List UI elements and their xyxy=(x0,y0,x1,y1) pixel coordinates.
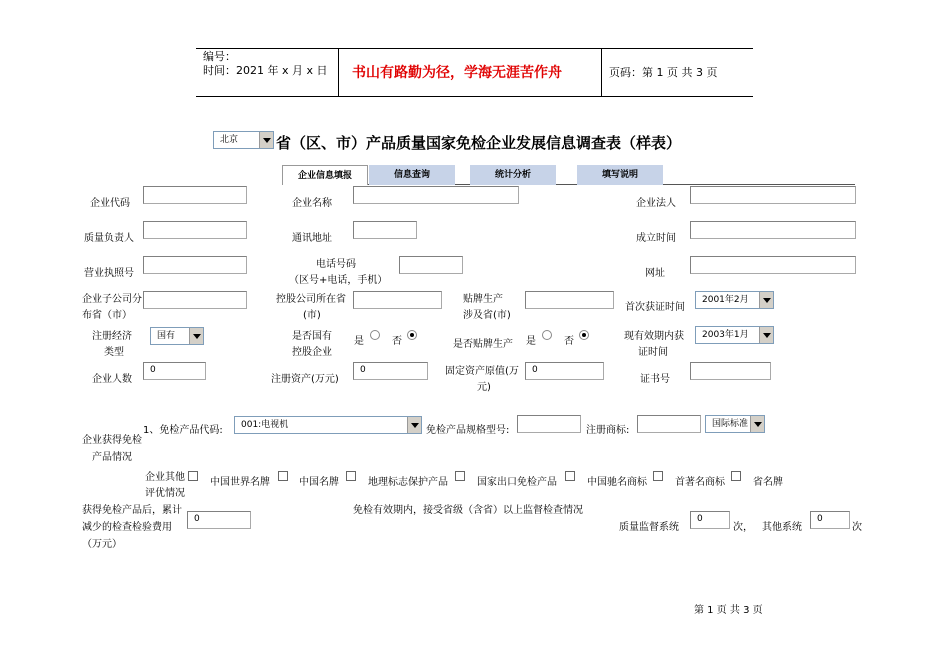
honor-checkbox-4[interactable] xyxy=(565,471,575,481)
header-number: 编号： xyxy=(203,50,236,63)
label-quality-head: 质量负责人 xyxy=(84,233,134,244)
label-products-section: 企业获得免检 xyxy=(82,435,142,446)
chevron-down-icon[interactable] xyxy=(750,416,764,432)
valid-cert-select[interactable] xyxy=(695,326,774,344)
first-cert-value: 2001年2月 xyxy=(702,295,749,305)
chevron-down-icon[interactable] xyxy=(407,417,421,433)
label-oem-no: 否 xyxy=(564,336,574,347)
label-holding-province: 控股公司所在省 xyxy=(276,294,346,305)
label-state-owned: 是否国有 xyxy=(292,331,332,342)
label-valid-cert: 现有效期内获 xyxy=(624,331,684,342)
first-cert-select[interactable] xyxy=(695,291,774,309)
label-other-system: 其他系统 xyxy=(762,522,802,533)
label-employees: 企业人数 xyxy=(92,374,132,385)
label-times-2: 次 xyxy=(852,522,862,533)
label-company-name: 企业名称 xyxy=(292,198,332,209)
reg-type-value: 国有 xyxy=(157,331,176,341)
trademark-input[interactable] xyxy=(637,415,701,433)
tab-instructions[interactable]: 填写说明 xyxy=(577,165,663,185)
product-code-value: 001:电视机 xyxy=(241,420,289,430)
honor-checkbox-1[interactable] xyxy=(278,471,288,481)
header-time: 时间：2021 年 x 月 x 日 xyxy=(203,64,328,77)
employees-input[interactable]: 0 xyxy=(143,362,206,380)
label-state-owned-no: 否 xyxy=(392,336,402,347)
header-divider-2 xyxy=(601,48,602,96)
label-phone-note: （区号+电话，手机） xyxy=(289,275,388,286)
label-saved-cost-3: （万元） xyxy=(82,539,122,550)
tab-query[interactable]: 信息查询 xyxy=(369,165,455,185)
reg-capital-input[interactable]: 0 xyxy=(353,362,428,380)
label-honors: 企业其他 xyxy=(145,472,185,483)
label-times-1: 次， xyxy=(733,522,753,533)
label-founded: 成立时间 xyxy=(636,233,676,244)
label-state-owned-2: 控股企业 xyxy=(292,347,332,358)
label-quality-system: 质量监督系统 xyxy=(619,522,679,533)
honor-checkbox-6[interactable] xyxy=(731,471,741,481)
label-honors-2: 评优情况 xyxy=(145,488,185,499)
saved-cost-input[interactable]: 0 xyxy=(187,511,251,529)
label-fixed-assets-2: 元) xyxy=(477,382,491,393)
honor-checkbox-5[interactable] xyxy=(653,471,663,481)
header-bottom-line xyxy=(196,96,753,97)
chevron-down-icon[interactable] xyxy=(759,292,773,308)
other-system-input[interactable]: 0 xyxy=(810,511,850,529)
product-code-select[interactable] xyxy=(234,416,422,434)
honor-label-3: 国家出口免检产品 xyxy=(477,477,557,488)
honor-label-0: 中国世界名牌 xyxy=(210,477,270,488)
label-subsidiary: 企业子公司分布省（市） xyxy=(82,294,142,321)
honor-label-4: 中国驰名商标 xyxy=(587,477,647,488)
cert-no-input[interactable] xyxy=(690,362,771,380)
standard-select[interactable] xyxy=(705,415,765,433)
quality-head-input[interactable] xyxy=(143,221,247,239)
honor-checkbox-0[interactable] xyxy=(188,471,198,481)
legal-rep-input[interactable] xyxy=(690,186,856,204)
label-holding-province-2: (市) xyxy=(303,310,321,321)
label-state-owned-yes: 是 xyxy=(354,336,364,347)
label-saved-cost: 获得免检产品后，累计 xyxy=(82,505,182,516)
state-owned-yes-radio[interactable] xyxy=(370,330,380,340)
label-product-code: 1、免检产品代码: xyxy=(143,425,223,436)
address-input[interactable] xyxy=(353,221,417,239)
label-cert-no: 证书号 xyxy=(640,374,670,385)
label-phone: 电话号码 xyxy=(316,259,356,270)
honor-label-2: 地理标志保护产品 xyxy=(368,477,448,488)
subsidiary-input[interactable] xyxy=(143,291,247,309)
oem-no-radio[interactable] xyxy=(579,330,589,340)
label-fixed-assets: 固定资产原值(万 xyxy=(445,366,519,377)
label-reg-type-2: 类型 xyxy=(104,347,124,358)
label-license-no: 营业执照号 xyxy=(84,268,134,279)
honor-checkbox-3[interactable] xyxy=(455,471,465,481)
label-product-spec: 免检产品规格型号: xyxy=(426,425,510,436)
label-oem-2: 涉及省(市) xyxy=(463,310,511,321)
chevron-down-icon[interactable] xyxy=(189,328,203,344)
label-first-cert: 首次获证时间 xyxy=(625,302,685,313)
company-code-input[interactable] xyxy=(143,186,247,204)
holding-province-input[interactable] xyxy=(353,291,442,309)
label-website: 网址 xyxy=(645,268,665,279)
header-divider-1 xyxy=(338,48,339,96)
honor-label-5: 首著名商标 xyxy=(675,477,725,488)
label-address: 通讯地址 xyxy=(292,233,332,244)
label-company-code: 企业代码 xyxy=(90,198,130,209)
label-legal-rep: 企业法人 xyxy=(636,198,676,209)
header-motto: 书山有路勤为径，学海无涯苦作舟 xyxy=(352,65,562,81)
tab-company-info[interactable]: 企业信息填报 xyxy=(282,165,368,185)
state-owned-no-radio[interactable] xyxy=(407,330,417,340)
header-top-line xyxy=(196,48,753,49)
label-supervision: 免检有效期内，接受省级（含省）以上监督检查情况 xyxy=(353,505,583,516)
oem-yes-radio[interactable] xyxy=(542,330,552,340)
label-trademark: 注册商标: xyxy=(586,425,630,436)
label-saved-cost-2: 减少的检查检验费用 xyxy=(82,522,172,533)
tab-statistics[interactable]: 统计分析 xyxy=(470,165,556,185)
fixed-assets-input[interactable]: 0 xyxy=(525,362,604,380)
standard-value: 国际标准 xyxy=(712,419,749,429)
label-reg-type: 注册经济 xyxy=(92,331,132,342)
page-title: 省（区、市）产品质量国家免检企业发展信息调查表（样表） xyxy=(276,134,682,152)
product-spec-input[interactable] xyxy=(517,415,581,433)
honor-label-1: 中国名牌 xyxy=(299,477,339,488)
footer-page-number: 第 1 页 共 3 页 xyxy=(694,605,763,616)
honor-label-6: 省名牌 xyxy=(753,477,783,488)
honor-checkbox-2[interactable] xyxy=(346,471,356,481)
license-no-input[interactable] xyxy=(143,256,247,274)
province-select-value: 北京 xyxy=(220,135,239,145)
reg-type-select[interactable] xyxy=(150,327,204,345)
label-is-oem: 是否贴牌生产 xyxy=(453,339,513,350)
founded-input[interactable] xyxy=(690,221,856,239)
website-input[interactable] xyxy=(690,256,856,274)
valid-cert-value: 2003年1月 xyxy=(702,330,749,340)
chevron-down-icon[interactable] xyxy=(259,132,273,148)
label-reg-capital: 注册资产(万元) xyxy=(271,374,339,385)
chevron-down-icon[interactable] xyxy=(759,327,773,343)
quality-system-input[interactable]: 0 xyxy=(690,511,730,529)
label-products-section-2: 产品情况 xyxy=(92,452,132,463)
header-page: 页码：第 1 页 共 3 页 xyxy=(609,66,718,79)
company-name-input[interactable] xyxy=(353,186,519,204)
phone-input[interactable] xyxy=(399,256,463,274)
label-oem-yes: 是 xyxy=(526,336,536,347)
province-select[interactable] xyxy=(213,131,274,149)
oem-province-input[interactable] xyxy=(525,291,614,309)
label-oem: 贴牌生产 xyxy=(463,294,503,305)
label-valid-cert-2: 证时间 xyxy=(638,347,668,358)
